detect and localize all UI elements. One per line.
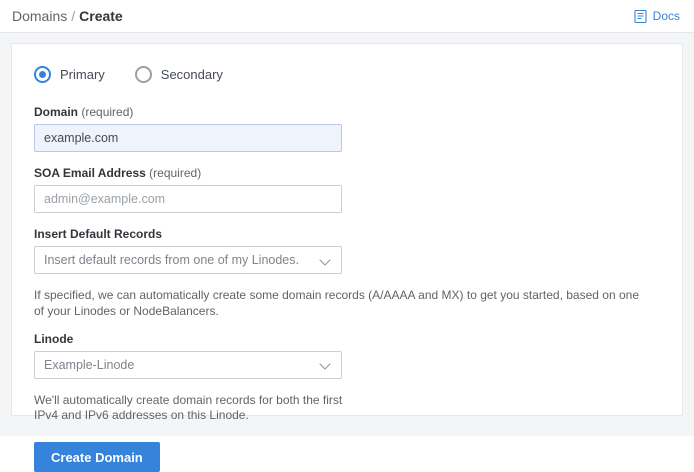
radio-primary-label: Primary: [60, 67, 105, 82]
docs-link[interactable]: [633, 9, 680, 24]
chevron-down-icon: [321, 359, 332, 370]
insert-default-records-label: Insert Default Records: [34, 227, 163, 241]
create-domain-panel: [11, 43, 683, 465]
domain-field: [34, 105, 660, 152]
soa-email-input[interactable]: [34, 185, 342, 213]
chevron-down-icon: [321, 255, 332, 266]
domain-label: [34, 105, 660, 119]
linode-field: [34, 332, 660, 379]
domain-required-note: (required): [81, 105, 134, 119]
docs-label: Docs: [652, 9, 680, 23]
radio-primary[interactable]: [34, 66, 105, 83]
linode-select[interactable]: [34, 351, 342, 379]
breadcrumb-parent[interactable]: Domains: [12, 8, 68, 24]
linode-help-text: We'll automatically create domain records for both the first IPv4 and IPv6 addresses on this Linode.: [34, 392, 343, 423]
page-header: [0, 0, 694, 33]
radio-secondary[interactable]: [135, 66, 223, 83]
records-help-text: If specified, we can automatically create some domain records (A/AAAA and MX) to get you started, based on one of your Linodes or NodeBalancers.: [34, 288, 639, 318]
insert-default-records-value: Insert default records from one of my Linodes.: [44, 253, 299, 267]
create-domain-button[interactable]: Create Domain: [34, 442, 160, 472]
radio-secondary-indicator[interactable]: [135, 66, 152, 83]
soa-email-label-text: SOA Email Address: [34, 166, 146, 180]
linode-value: Example-Linode: [44, 357, 135, 372]
linode-label: Linode: [34, 331, 74, 346]
breadcrumb: [12, 8, 633, 24]
radio-secondary-label: Secondary: [160, 67, 223, 82]
insert-default-records-field: [34, 227, 660, 274]
breadcrumb-separator: /: [71, 8, 76, 24]
soa-email-label: [34, 166, 660, 180]
soa-email-required-note: (required): [149, 166, 202, 180]
domain-label-text: Domain: [34, 105, 79, 119]
domain-input[interactable]: [34, 124, 342, 152]
domain-type-radio-group: [34, 66, 660, 83]
page-title: Create: [79, 8, 123, 24]
document-icon: [633, 9, 648, 24]
soa-email-field: [34, 166, 660, 213]
insert-default-records-select[interactable]: [34, 246, 342, 274]
radio-primary-indicator[interactable]: [34, 66, 51, 83]
